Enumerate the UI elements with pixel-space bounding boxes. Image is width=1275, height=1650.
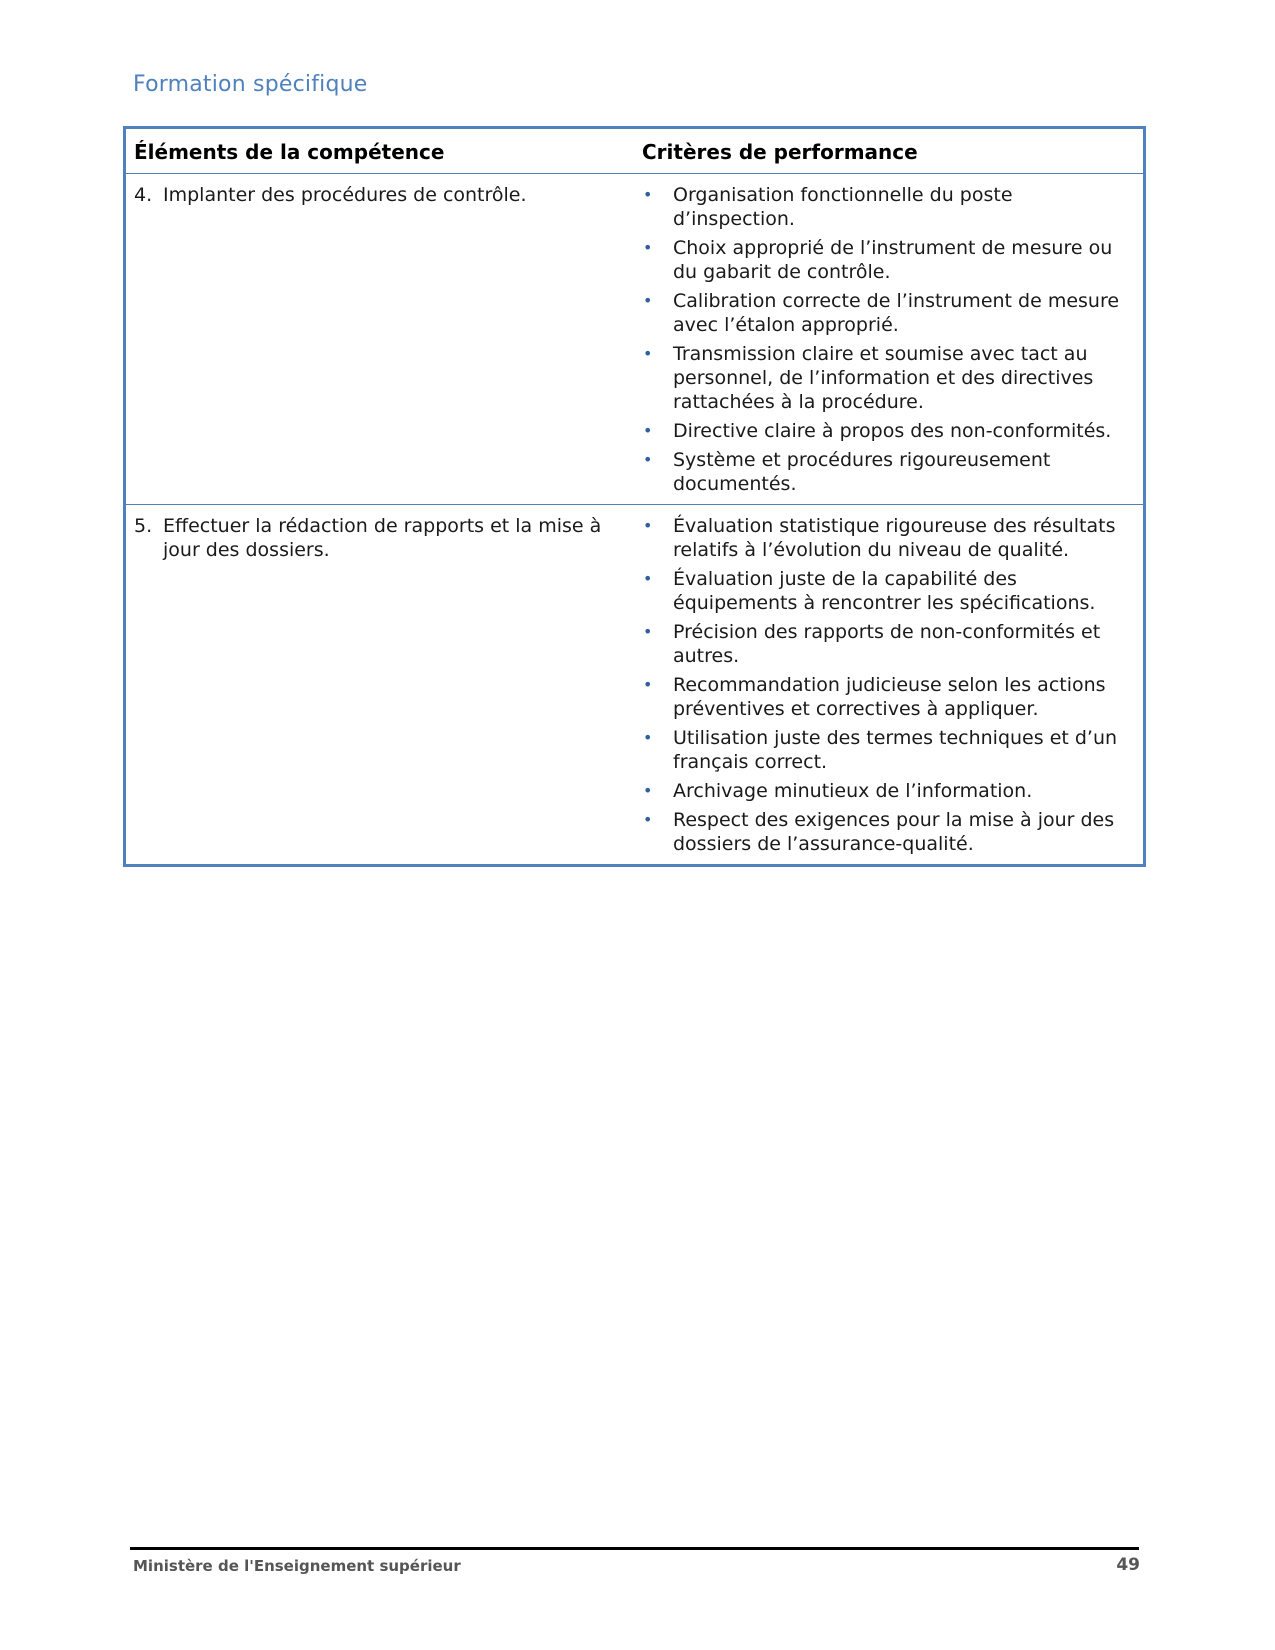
element-text: Effectuer la rédaction de rapports et la mise à jour des dossiers.: [163, 515, 602, 561]
criterion-text: Respect des exigences pour la mise à jour des dossiers de l’assurance-qualité.: [673, 809, 1115, 855]
page-number: 49: [1116, 1555, 1140, 1575]
criteria-list: [642, 514, 1133, 856]
bullet-icon: •: [643, 569, 653, 588]
criterion-item: [642, 419, 1133, 443]
section-title: Formation spécifique: [133, 72, 368, 97]
column-header-elements: Éléments de la compétence: [134, 140, 445, 164]
criterion-item: [642, 448, 1133, 496]
bullet-icon: •: [643, 238, 653, 257]
bullet-icon: •: [643, 675, 653, 694]
criteria-cell: [637, 174, 1143, 504]
criterion-item: [642, 514, 1133, 562]
bullet-icon: •: [643, 728, 653, 747]
criterion-item: [642, 183, 1133, 231]
bullet-icon: •: [643, 450, 653, 469]
bullet-icon: •: [643, 344, 653, 363]
bullet-icon: •: [643, 622, 653, 641]
column-header-criteria: Critères de performance: [642, 140, 918, 164]
table-row: [126, 173, 1143, 504]
bullet-icon: •: [643, 291, 653, 310]
bullet-icon: •: [643, 185, 653, 204]
bullet-icon: •: [643, 810, 653, 829]
criterion-text: Recommandation judicieuse selon les actions préventives et correctives à appliquer.: [673, 674, 1106, 720]
bullet-icon: •: [643, 516, 653, 535]
element-number: 5.: [134, 515, 153, 537]
bullet-icon: •: [643, 781, 653, 800]
criteria-list: [642, 183, 1133, 496]
element-number: 4.: [134, 184, 153, 206]
competence-table: [123, 126, 1146, 867]
criteria-cell: [637, 505, 1143, 864]
criterion-text: Archivage minutieux de l’information.: [673, 780, 1033, 802]
criterion-text: Évaluation juste de la capabilité des équipements à rencontrer les spécifications.: [673, 568, 1096, 614]
competence-element: [134, 183, 627, 207]
criterion-item: [642, 620, 1133, 668]
table-header-row: [126, 129, 1143, 173]
element-cell: [126, 505, 637, 864]
criterion-item: [642, 567, 1133, 615]
footer-publisher: Ministère de l'Enseignement supérieur: [133, 1557, 461, 1575]
criterion-text: Calibration correcte de l’instrument de mesure avec l’étalon approprié.: [673, 290, 1120, 336]
bullet-icon: •: [643, 421, 653, 440]
table-row: [126, 504, 1143, 864]
criterion-item: [642, 779, 1133, 803]
criterion-text: Système et procédures rigoureusement documentés.: [673, 449, 1051, 495]
criterion-text: Choix approprié de l’instrument de mesure ou du gabarit de contrôle.: [673, 237, 1113, 283]
element-text: Implanter des procédures de contrôle.: [163, 184, 527, 206]
criterion-item: [642, 289, 1133, 337]
footer-divider: [130, 1547, 1139, 1550]
criterion-text: Organisation fonctionnelle du poste d’inspection.: [673, 184, 1013, 230]
criterion-item: [642, 673, 1133, 721]
criterion-item: [642, 808, 1133, 856]
criterion-text: Évaluation statistique rigoureuse des résultats relatifs à l’évolution du niveau de qualité.: [673, 515, 1116, 561]
competence-element: [134, 514, 627, 562]
element-cell: [126, 174, 637, 504]
criterion-item: [642, 726, 1133, 774]
criterion-text: Précision des rapports de non-conformités et autres.: [673, 621, 1101, 667]
criterion-item: [642, 342, 1133, 414]
criterion-text: Directive claire à propos des non-conformités.: [673, 420, 1112, 442]
criterion-item: [642, 236, 1133, 284]
criterion-text: Utilisation juste des termes techniques et d’un français correct.: [673, 727, 1118, 773]
criterion-text: Transmission claire et soumise avec tact au personnel, de l’information et des directives rattachées à la procédure.: [673, 343, 1094, 413]
